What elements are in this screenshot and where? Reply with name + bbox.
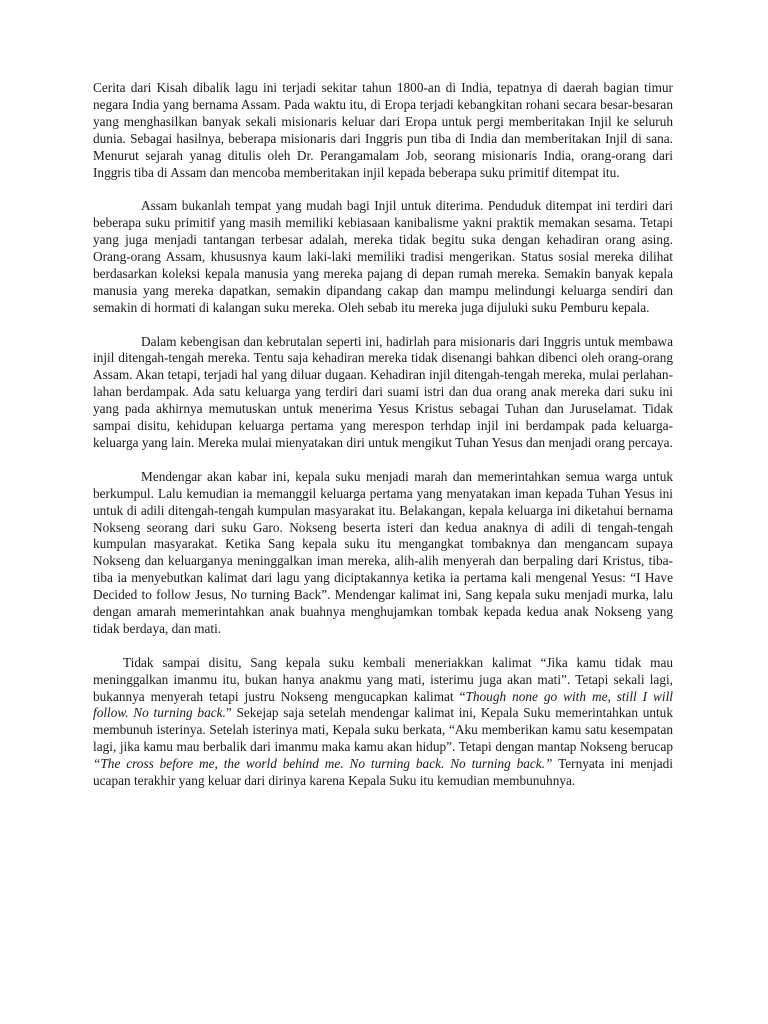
paragraph-4 (93, 469, 673, 638)
paragraph-1-text: Cerita dari Kisah dibalik lagu ini terjadi sekitar tahun 1800-an di India, tepatnya di daerah bagian timur negara India yang bernama Assam. Pada waktu itu, di Eropa terjadi kebangkitan rohani secara besar-besaran yang menghasilkan banyak sekali misionaris keluar dari Eropa untuk pergi memberitakan Injil ke seluruh dunia. Sebagai hasilnya, beberapa misionaris dari Inggris pun tiba di India dan memberitakan Injil di sana. Menurut sejarah yanag ditulis oleh Dr. Perangamalam Job, seorang misionaris India, orang-orang dari Inggris tiba di Assam dan mencoba memberitakan injil kepada beberapa suku primitif ditempat itu. (93, 80, 673, 180)
paragraph-5 (93, 655, 673, 790)
paragraph-5-text-a: Tidak sampai disitu, Sang kepala suku kembali meneriakkan kalimat “Jika kamu tidak mau meninggalkan imanmu itu, bukan hanya anakmu yang mati, isterimu juga akan mati”. Tetapi sekali lagi, bukannya menyerah tetapi justru Nokseng mengucapkan kalimat “ (93, 654, 673, 704)
paragraph-3 (93, 334, 673, 452)
paragraph-5-text-c: Ternyata ini menjadi ucapan terakhir yang keluar dari dirinya karena Kepala Suku itu kemudian membunuhnya. (93, 756, 673, 789)
paragraph-4-text: Mendengar akan kabar ini, kepala suku menjadi marah dan memerintahkan semua warga untuk berkumpul. Lalu kemudian ia memanggil keluarga pertama yang menyatakan iman kepada Tuhan Yesus ini untuk di adili ditengah-tengah kumpulan masyarakat itu. Belakangan, kepala keluarga ini diketahui bernama Nokseng seorang dari suku Garo. Nokseng beserta isteri dan kedua anaknya di adili di tengah-tengah kumpulan masyarakat. Ketika Sang kepala suku itu mengangkat tombaknya dan mengancam supaya Nokseng dan keluarganya meninggalkan iman mereka, alih-alih menyerah dan berpaling dari Kristus, tiba-tiba ia menyebutkan kalimat dari lagu yang diciptakannya ketika ia pertama kali mengenal Yesus: “I Have Decided to follow Jesus, No turning Back”. Mendengar kalimat ini, Sang kepala suku menjadi murka, lalu dengan amarah memerintahkan anak buahnya menghujamkan tombak kepada kedua anak Nokseng yang tidak berdaya, dan mati. (93, 468, 673, 636)
paragraph-5-text-b: ” Sekejap saja setelah mendengar kalimat ini, Kepala Suku memerintahkan untuk membunuh isterinya. Setelah isterinya mati, Kepala suku berkata, “Aku memberikan kamu satu kesempatan lagi, jika kamu mau berbalik dari imanmu maka kamu akan hidup”. Tetapi dengan mantap Nokseng berucap (93, 705, 673, 755)
paragraph-2-text: Assam bukanlah tempat yang mudah bagi Injil untuk diterima. Penduduk ditempat ini terdiri dari beberapa suku primitif yang masih memiliki kebiasaan kanibalisme yakni praktik memakan sesama. Tetapi yang juga menjadi tantangan terbesar adalah, mereka tidak begitu suka dengan kehadiran orang asing. Orang-orang Assam, khususnya kaum laki-laki memiliki tradisi mengerikan. Status sosial mereka dilihat berdasarkan koleksi kepala manusia yang mereka pajang di depan rumah mereka. Semakin banyak kepala manusia yang mereka dapatkan, semakin dipandang cakap dan mampu melindungi keluarga sendiri dan semakin di hormati di kalangan suku mereka. Oleh sebab itu mereka juga dijuluki suku Pemburu kepala. (93, 198, 673, 315)
paragraph-2 (93, 198, 673, 316)
paragraph-5-quote-1: Though none go with me, still I will follow. No turning back. (93, 688, 673, 721)
document-body (93, 80, 673, 807)
paragraph-1 (93, 80, 673, 181)
paragraph-3-text: Dalam kebengisan dan kebrutalan seperti ini, hadirlah para misionaris dari Inggris untuk membawa injil ditengah-tengah mereka. Tentu saja kehadiran mereka tidak disenangi bahkan dibenci oleh orang-orang Assam. Akan tetapi, terjadi hal yang diluar dugaan. Kehadiran injil ditengah-tengah mereka, mulai perlahan-lahan berdampak. Ada satu keluarga yang terdiri dari suami istri dan dua orang anak mereka dari suku ini yang pada akhirnya memutuskan untuk menerima Yesus Kristus sebagai Tuhan dan Juruselamat. Tidak sampai disitu, kehidupan keluarga pertama yang merespon terhdap injil ini berdampak pada keluarga-keluarga yang lain. Mereka mulai mienyatakan diri untuk mengikut Tuhan Yesus dan menjadi orang percaya. (93, 333, 673, 450)
paragraph-5-quote-2: “The cross before me, the world behind me. No turning back. No turning back.” (93, 756, 553, 772)
